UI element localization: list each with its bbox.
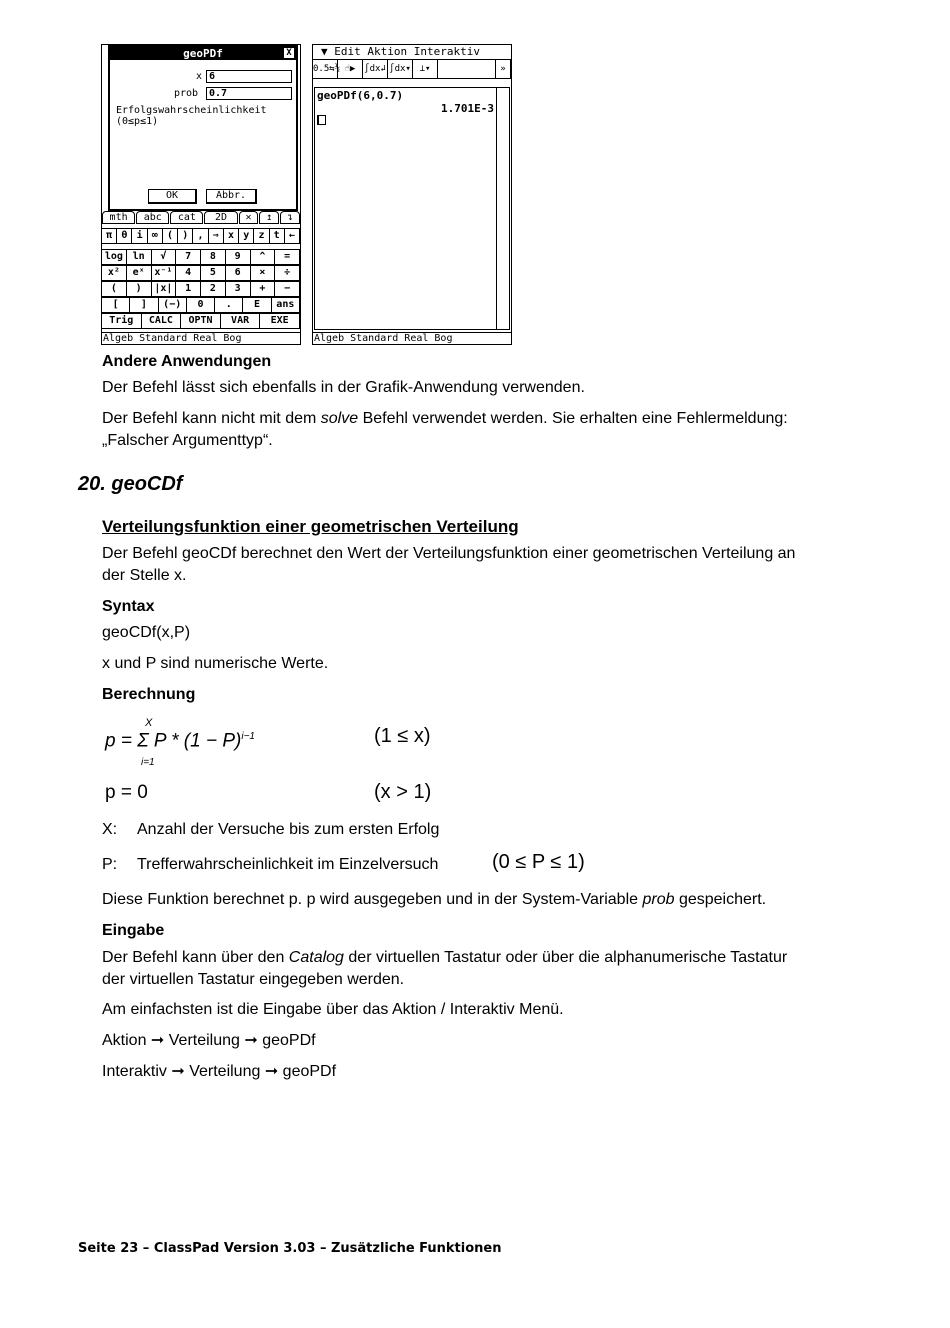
paragraph: Der Befehl lässt sich ebenfalls in der Grafik-Anwendung verwenden. (102, 379, 585, 396)
hint-line: (0≤p≤1) (116, 116, 159, 127)
key[interactable]: ] (129, 297, 158, 313)
p-condition: (0 ≤ P ≤ 1) (492, 851, 585, 873)
heading-input: Eingabe (102, 922, 165, 939)
key[interactable]: 4 (175, 265, 201, 281)
sum-upper: X (145, 717, 153, 729)
text-em: Catalog (288, 949, 344, 966)
key[interactable]: t (269, 228, 285, 244)
key[interactable]: eˣ (126, 265, 152, 281)
p-definition: Trefferwahrscheinlichkeit im Einzelversuch (137, 856, 439, 873)
toolbar (313, 60, 511, 79)
heading-syntax: Syntax (102, 598, 155, 615)
calculator-screen-main (312, 44, 512, 345)
toolbar-button[interactable]: ☝▶ (338, 60, 363, 78)
key[interactable]: [ (101, 297, 130, 313)
formula-2-condition: (x > 1) (374, 781, 432, 803)
p-definition-label: P: (102, 856, 118, 873)
key[interactable]: OPTN (180, 313, 221, 329)
toolbar-button[interactable]: 0.5⇆½ (313, 60, 338, 78)
paragraph: der Stelle x. (102, 567, 187, 584)
ok-button[interactable]: OK (148, 189, 197, 204)
status-bar: Algeb Standard Real Bog (313, 332, 511, 344)
key[interactable]: + (250, 281, 276, 297)
key[interactable]: θ (116, 228, 132, 244)
key[interactable]: i (131, 228, 147, 244)
text: Diese Funktion berechnet p. p wird ausgegeben und in der System-Variable (102, 891, 643, 908)
x-definition: Anzahl der Versuche bis zum ersten Erfolg (137, 821, 440, 838)
calculator-screen-dialog (101, 44, 301, 345)
key[interactable]: EXE (259, 313, 300, 329)
key[interactable]: |x| (151, 281, 177, 297)
key[interactable]: CALC (141, 313, 182, 329)
key[interactable]: z (253, 228, 269, 244)
key[interactable]: ln (126, 249, 152, 265)
key[interactable]: VAR (220, 313, 261, 329)
text-em: prob (642, 891, 675, 908)
geopdf-dialog (108, 45, 298, 211)
key[interactable]: 9 (225, 249, 251, 265)
key[interactable]: ) (177, 228, 193, 244)
formula-1 (105, 726, 255, 752)
x-label: x (196, 71, 203, 82)
toolbar-button[interactable]: ⊥▾ (413, 60, 438, 78)
prob-label: prob (174, 88, 199, 99)
key-row (102, 228, 300, 244)
sum-lower: i=1 (141, 757, 155, 768)
toolbar-button[interactable]: ∫dx↲ (363, 60, 388, 78)
keyboard-tab[interactable]: cat (170, 211, 203, 224)
key[interactable]: x² (101, 265, 127, 281)
key[interactable]: x (223, 228, 239, 244)
menu-path: Interaktiv ➞ Verteilung ➞ geoPDf (102, 1063, 337, 1080)
key[interactable]: ) (126, 281, 152, 297)
hint-line: Erfolgswahrscheinlichkeit (116, 105, 267, 116)
text-em: solve (320, 410, 359, 427)
paragraph: Der Befehl geoCDf berechnet den Wert der Verteilungsfunktion einer geometrischen Verteilung an (102, 545, 796, 562)
key[interactable]: Trig (101, 313, 142, 329)
cursor (317, 115, 326, 125)
toolbar-button[interactable]: » (495, 60, 511, 78)
paragraph: „Falscher Argumenttyp“. (102, 432, 273, 449)
subtitle: Verteilungsfunktion einer geometrischen Verteilung (102, 517, 519, 536)
key[interactable]: ^ (250, 249, 276, 265)
key[interactable]: ∞ (147, 228, 163, 244)
dialog-title-text: geoPDf (183, 47, 223, 60)
key[interactable]: , (192, 228, 208, 244)
close-icon[interactable]: X (284, 48, 294, 58)
key[interactable]: ans (271, 297, 300, 313)
paragraph: x und P sind numerische Werte. (102, 655, 329, 672)
formula-text: p = Σ P * (1 − P) (105, 730, 242, 752)
key[interactable]: π (101, 228, 117, 244)
key[interactable]: x⁻¹ (151, 265, 177, 281)
key[interactable]: E (242, 297, 271, 313)
key[interactable]: √ (151, 249, 177, 265)
dialog-title (110, 47, 296, 60)
keyboard-tab[interactable]: 2D (204, 211, 237, 224)
menu-bar[interactable]: ▼ Edit Aktion Interaktiv (313, 45, 511, 60)
key[interactable]: × (250, 265, 276, 281)
text: Der Befehl kann über den (102, 949, 289, 966)
key[interactable]: 6 (225, 265, 251, 281)
key[interactable]: ( (162, 228, 178, 244)
keyboard-tab[interactable]: ↥ (259, 211, 279, 224)
key-row (102, 281, 300, 297)
work-area[interactable] (314, 87, 497, 330)
key[interactable]: ⇒ (208, 228, 224, 244)
status-bar: Algeb Standard Real Bog (102, 332, 300, 344)
key[interactable]: ÷ (274, 265, 300, 281)
page-footer: Seite 23 – ClassPad Version 3.03 – Zusätzliche Funktionen (78, 1241, 502, 1256)
menu-path: Aktion ➞ Verteilung ➞ geoPDf (102, 1032, 316, 1049)
cancel-button[interactable]: Abbr. (206, 189, 257, 204)
section-title: 20. geoCDf (78, 473, 183, 495)
text: Befehl verwendet werden. Sie erhalten eine Fehlermeldung: (358, 410, 788, 427)
paragraph: der virtuellen Tastatur eingegeben werden. (102, 971, 405, 988)
keyboard-tabs (102, 211, 300, 224)
keyboard-tab[interactable]: ↴ (280, 211, 300, 224)
text: Der Befehl kann nicht mit dem (102, 410, 321, 427)
key[interactable]: ( (101, 281, 127, 297)
result-line: 1.701E-3 (441, 102, 494, 115)
key[interactable]: 2 (200, 281, 226, 297)
key-row (102, 265, 300, 281)
paragraph (102, 408, 788, 430)
syntax: geoCDf(x,P) (102, 624, 191, 641)
scrollbar[interactable] (496, 87, 510, 330)
x-input[interactable]: 6 (206, 70, 292, 83)
text: der virtuellen Tastatur oder über die alphanumerische Tastatur (343, 949, 788, 966)
key[interactable]: − (274, 281, 300, 297)
key[interactable]: . (214, 297, 243, 313)
formula-exponent: i−1 (241, 731, 255, 742)
text: gespeichert. (674, 891, 767, 908)
keyboard-tab[interactable]: abc (136, 211, 169, 224)
key[interactable]: 0 (186, 297, 215, 313)
key-row (102, 249, 300, 265)
x-definition-label: X: (102, 821, 118, 838)
key[interactable]: 5 (200, 265, 226, 281)
key[interactable]: = (274, 249, 300, 265)
heading-other-uses: Andere Anwendungen (102, 353, 272, 370)
key[interactable]: 7 (175, 249, 201, 265)
key[interactable]: 3 (225, 281, 251, 297)
paragraph (102, 947, 787, 969)
hint-text (116, 105, 267, 127)
heading-calculation: Berechnung (102, 686, 196, 703)
key[interactable]: ← (284, 228, 300, 244)
key[interactable]: 8 (200, 249, 226, 265)
toolbar-button[interactable]: ∫dx▾ (388, 60, 413, 78)
key[interactable]: 1 (175, 281, 201, 297)
key-row (102, 313, 300, 329)
paragraph (102, 889, 766, 911)
key[interactable]: y (238, 228, 254, 244)
formula-1-condition: (1 ≤ x) (374, 725, 431, 747)
input-line: geoPDf(6,0.7) (317, 89, 404, 102)
keyboard-tab[interactable]: mth (102, 211, 135, 224)
keyboard-tab[interactable]: ✕ (239, 211, 259, 224)
key[interactable]: log (101, 249, 127, 265)
formula-2: p = 0 (105, 782, 148, 803)
key-row (102, 297, 300, 313)
key[interactable]: (−) (158, 297, 187, 313)
prob-input[interactable]: 0.7 (206, 87, 292, 100)
paragraph: Am einfachsten ist die Eingabe über das Aktion / Interaktiv Menü. (102, 1001, 564, 1018)
